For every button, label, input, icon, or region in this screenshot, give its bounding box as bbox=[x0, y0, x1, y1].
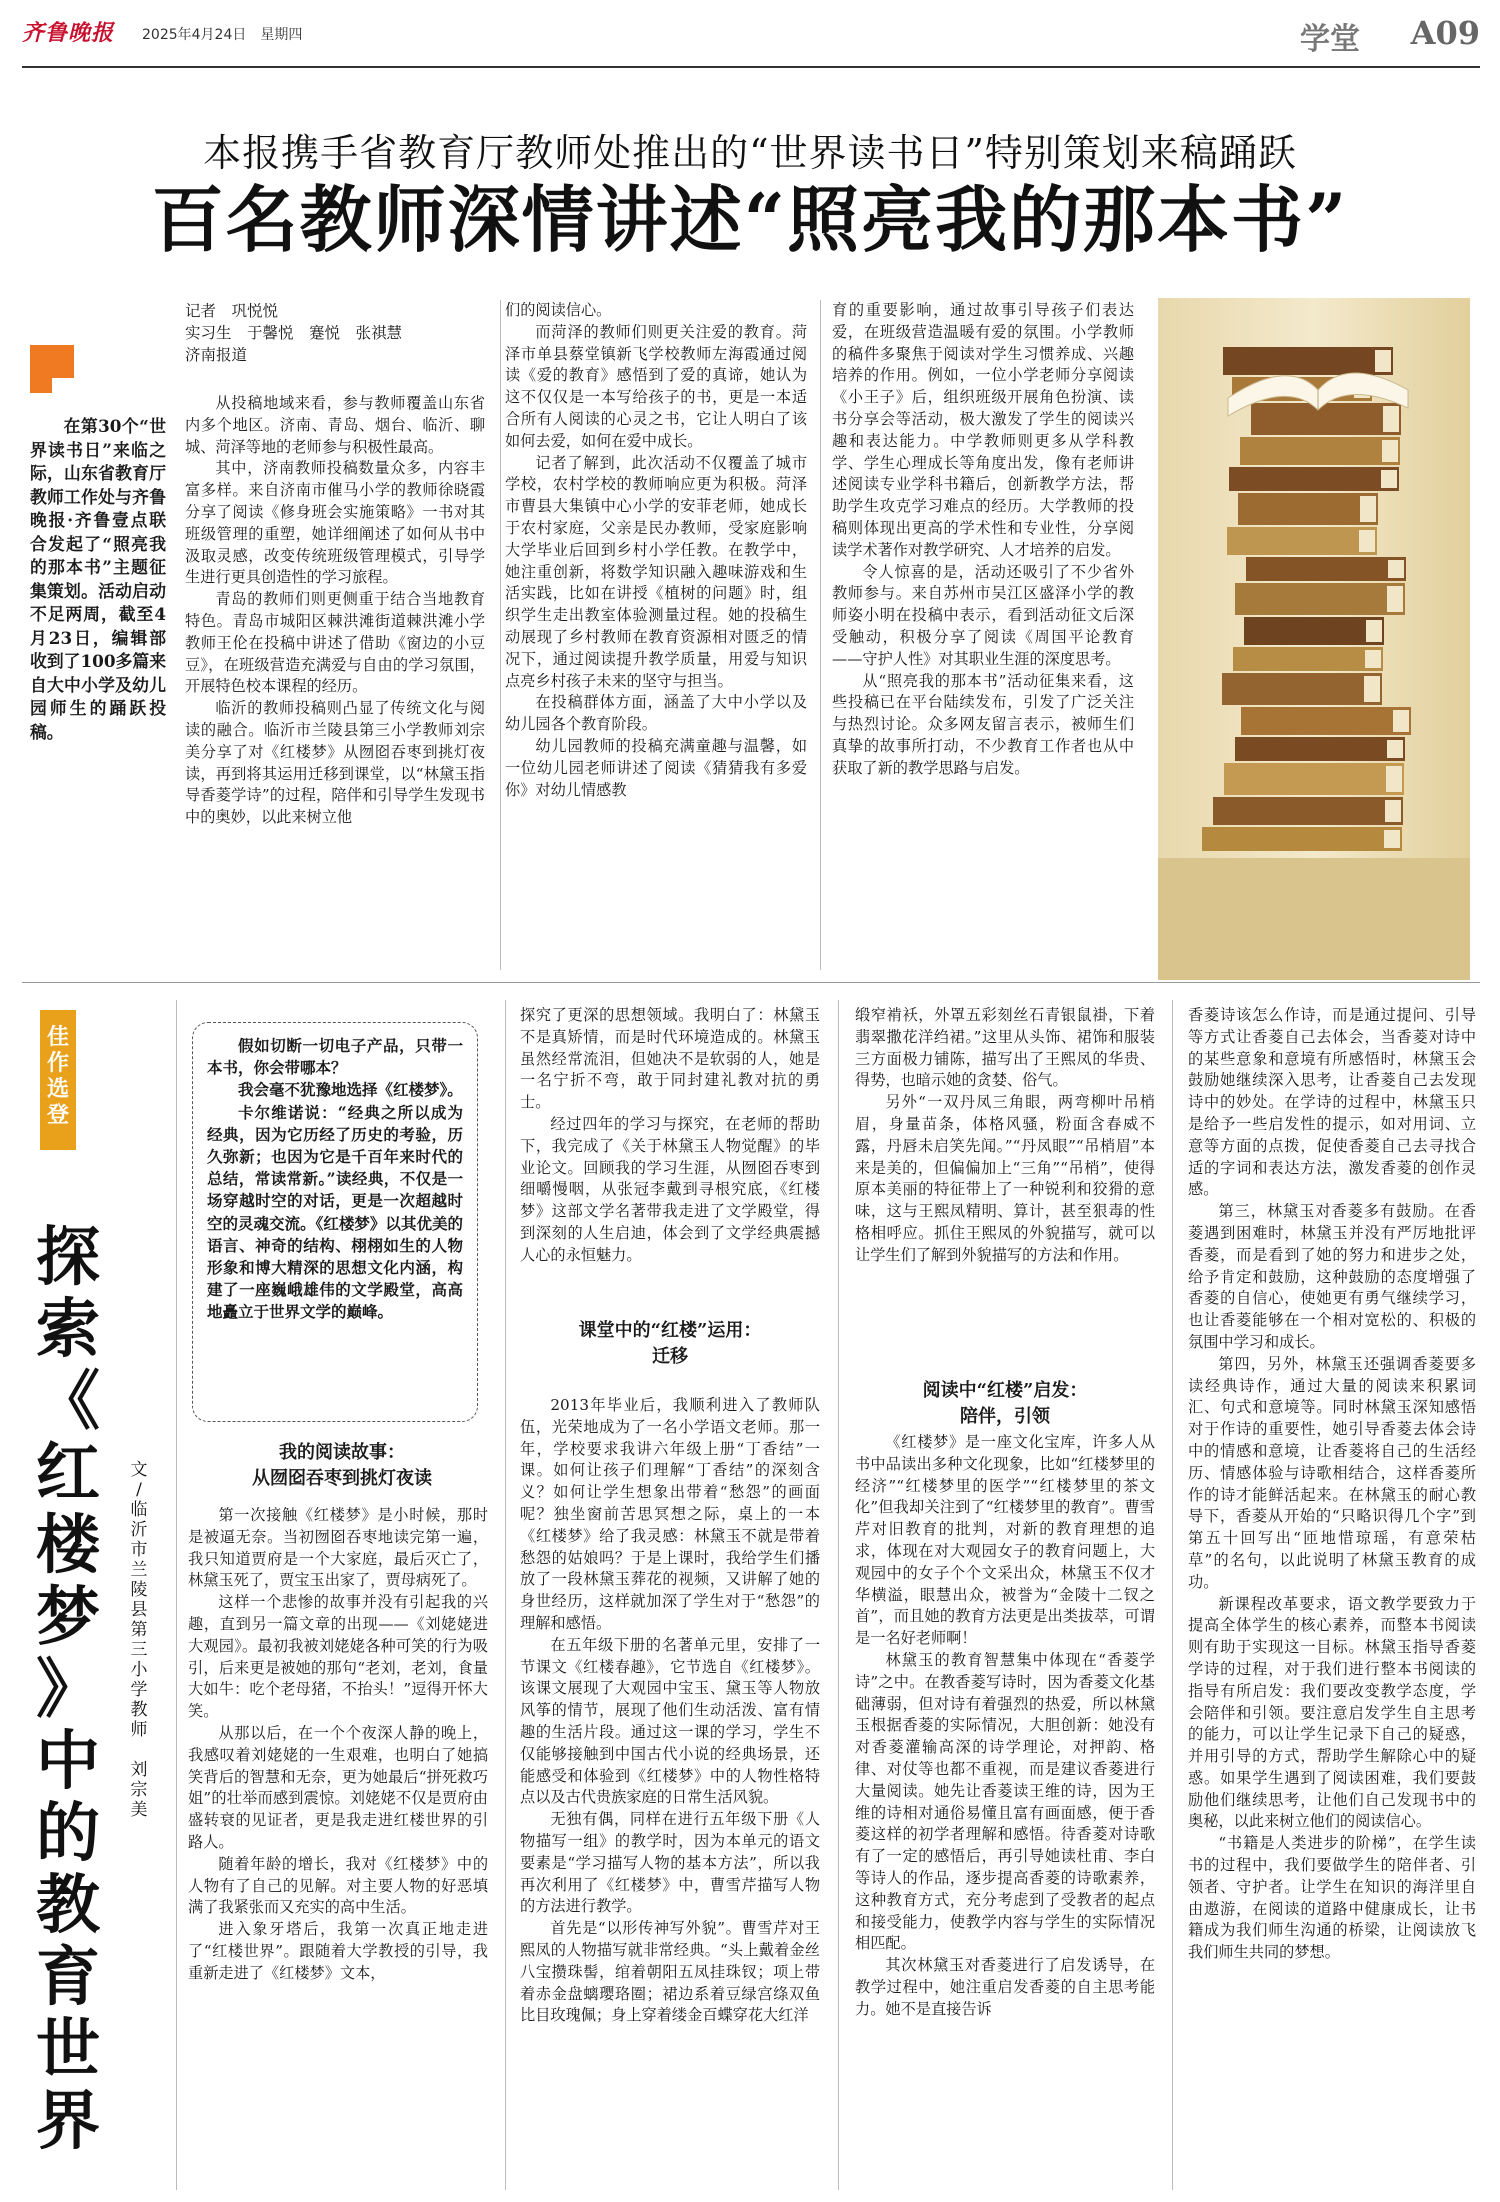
kicker: 本报携手省教育厅教师处推出的“世界读书日”特别策划来稿踊跃 bbox=[203, 131, 1297, 175]
author-char: 教 bbox=[130, 1700, 148, 1720]
author-char: 文 bbox=[130, 1460, 148, 1480]
book-pages bbox=[1360, 496, 1376, 522]
book bbox=[1222, 673, 1382, 705]
paragraph: 缎窄褃袄，外罩五彩刻丝石青银鼠褂，下着翡翠撒花洋绉裙。”这里从头饰、裙饰和服装三方面极力铺陈，描写出了王熙凤的华贵、得势，也暗示她的贪婪、俗气。 bbox=[855, 1006, 1155, 1090]
essay-column-1 bbox=[188, 1505, 488, 1985]
section-divider bbox=[22, 982, 1480, 983]
paragraph: 其次林黛玉对香菱进行了启发诱导，在教学过程中，她注重启发香菱的自主思考能力。她不是直接告诉 bbox=[855, 1956, 1155, 2018]
book bbox=[1223, 347, 1393, 375]
book bbox=[1235, 737, 1405, 761]
book bbox=[1229, 467, 1399, 491]
headline: 百名教师深情讲述“照亮我的那本书” bbox=[151, 177, 1349, 262]
book-pages bbox=[1382, 440, 1398, 462]
paragraph: 记者了解到，此次活动不仅覆盖了城市学校，农村学校的教师响应更为积极。菏泽市曹县大集镇中心小学的安菲老师，她成长于农村家庭，父亲是民办教师，受家庭影响大学毕业后回到乡村小学任教。在教学中，她注重创新，将数学知识融入趣味游戏和生活实践，比如在讲授《植树的问题》时，组织学生走出教室体验测量过程。她的投稿生动展现了乡村教师在教育资源相对匮乏的情况下，通过阅读提升教学质量，用爱与知识点亮乡村孩子未来的坚守与担当。 bbox=[505, 453, 807, 690]
book bbox=[1202, 827, 1402, 851]
column-rule bbox=[176, 1000, 177, 2190]
book-pages bbox=[1384, 830, 1400, 848]
essay-column-2-cont bbox=[520, 1395, 820, 2027]
featured-tag bbox=[40, 1010, 76, 1150]
book-pages bbox=[1359, 530, 1375, 552]
intro-summary bbox=[30, 415, 166, 744]
essay-column-4 bbox=[1188, 1005, 1476, 1964]
title-char: 红 bbox=[36, 1436, 100, 1511]
paragraph: 从投稿地域来看，参与教师覆盖山东省内多个地区。济南、青岛、烟台、临沂、聊城、菏泽等地的老师参与积极性最高。 bbox=[185, 394, 485, 456]
book-pages bbox=[1387, 586, 1403, 612]
article-column-2 bbox=[505, 300, 807, 801]
book-pages bbox=[1375, 350, 1391, 372]
book bbox=[1244, 617, 1384, 645]
author-char bbox=[128, 1740, 150, 1760]
title-char: 楼 bbox=[36, 1508, 100, 1583]
title-char: 教 bbox=[36, 1868, 100, 1943]
book-pages bbox=[1381, 470, 1397, 488]
paragraph: 这样一个悲惨的故事并没有引起我的兴趣，直到另一篇文章的出现——《刘姥姥进大观园》。最初我被刘姥姥各种可笑的行为吸引，后来更是被她的那句“老刘，老刘，食量大如牛：吃个老母猪，不抬头！”逗得开怀大笑。 bbox=[188, 1593, 488, 1721]
section-name: 学堂 bbox=[1300, 22, 1360, 57]
quote-paragraph: 假如切断一切电子产品，只带一本书，你会带哪本？ bbox=[207, 1036, 463, 1078]
column-rule bbox=[500, 300, 501, 970]
paragraph: 令人惊喜的是，活动还吸引了不少省外教师参与。来自苏州市吴江区盛泽小学的教师姿小明在投稿中表示，看到活动征文后深受触动，积极分享了阅读《周国平论教育——守护人性》对其职业生涯的深度思考。 bbox=[832, 562, 1134, 668]
title-char: 界 bbox=[36, 2084, 100, 2159]
quote-paragraph: 我会毫不犹豫地选择《红楼梦》。 bbox=[238, 1080, 463, 1100]
paragraph: 从那以后，在一个个夜深人静的晚上，我感叹着刘姥姥的一生艰难，也明白了她搞笑背后的智慧和无奈，更为她最后“拼死救巧姐”的壮举而感到震惊。刘姥姥不仅是贾府由盛转衰的见证者，更是我走进红楼世界的引路人。 bbox=[188, 1723, 488, 1851]
book-pages bbox=[1383, 406, 1399, 432]
byline-line: 济南报道 bbox=[185, 346, 248, 364]
paragraph: 《红楼梦》是一座文化宝库，许多人从书中品读出多种文化现象，比如“红楼梦里的经济”“红楼梦里的医学”“红楼梦里的茶文化”但我却关注到了“红楼梦里的教育”。曹雪芹对旧教育的批判，对新的教育理想的追求，体现在对大观园女子的教育问题上，大观园中的女子个个文采出众，林黛玉不仅才华横溢，眼慧出众，被誉为“金陵十二钗之首”，而且她的教育方法更是出类拔萃，可谓是一名好老师啊！ bbox=[855, 1433, 1155, 1648]
essay-column-3-cont bbox=[855, 1432, 1155, 2021]
author-char: 学 bbox=[130, 1680, 148, 1700]
paragraph: 林黛玉的教育智慧集中体现在“香菱学诗”之中。在教香菱写诗时，因为香菱文化基础薄弱，但对诗有着强烈的热爱，所以林黛玉根据香菱的实际情况，大胆创新：她没有对香菱灌输高深的诗学理论，对押韵、格律、对仗等也都不重视，而是建议香菱进行大量阅读。她先让香菱读王维的诗，因为王维的诗相对通俗易懂且富有画面感，便于香菱这样的初学者理解和感悟。待香菱对诗歌有了一定的感悟后，再引导她读杜甫、李白等诗人的作品，逐步提高香菱的诗歌素养，这种教育方式，充分考虑到了受教者的起点和接受能力，使教学内容与学生的实际情况相匹配。 bbox=[855, 1650, 1155, 1953]
subheading-line: 陪伴，引领 bbox=[960, 1406, 1050, 1427]
title-char: 梦 bbox=[36, 1580, 100, 1655]
paragraph: 另外“一双丹凤三角眼，两弯柳叶吊梢眉，身量苗条，体格风骚，粉面含春威不露，丹唇未启笑先闻。”“丹凤眼”“吊梢眉”本来是美的，但偏偏加上“三角”“吊梢”，使得原本美丽的特征带上了一种锐利和狡猾的意味，这与王熙凤精明、算计，甚至狠毒的性格相呼应。抓住王熙凤的外貌描写，就可以让学生们了解到外貌描写的方法和作用。 bbox=[855, 1093, 1155, 1264]
paragraph: 们的阅读信心。 bbox=[505, 301, 612, 319]
issue-date: 2025年4月24日 星期四 bbox=[142, 27, 303, 43]
paragraph: 而菏泽的教师们则更关注爱的教育。菏泽市单县蔡堂镇新飞学校教师左海霞通过阅读《爱的教育》感悟到了爱的真谛，她认为这不仅仅是一本写给孩子的书，更是一本适合所有人阅读的心灵之书，它让人明白了该如何去爱，如何在爱中成长。 bbox=[505, 322, 807, 450]
title-char: 》 bbox=[36, 1652, 100, 1727]
book-stack-photo bbox=[1158, 298, 1470, 980]
paragraph: 首先是“以形传神写外貌”。曹雪芹对王熙凤的人物描写就非常经典。“头上戴着金丝八宝攒珠髻，绾着朝阳五凤挂珠钗；项上带着赤金盘螭璎珞圈；裙边系着豆绿宫绦双鱼比目玫瑰佩；身上穿着缕金百蝶穿花大红洋 bbox=[520, 1919, 820, 2025]
paragraph: 经过四年的学习与探究，在老师的帮助下，我完成了《关于林黛玉人物觉醒》的毕业论文。回顾我的学习生涯，从囫囵吞枣到细嚼慢咽，从张冠李戴到寻根究底，《红楼梦》这部文学名著带我走进了文学殿堂，得到深刻的人生启迪，体会到了文学经典震撼人心的永恒魅力。 bbox=[520, 1114, 820, 1264]
tag-char: 佳 bbox=[46, 1024, 69, 1050]
essay-author bbox=[128, 1460, 150, 1820]
tag-char: 选 bbox=[46, 1076, 69, 1102]
book bbox=[1213, 797, 1403, 825]
column-rule bbox=[1172, 1000, 1173, 2190]
book bbox=[1240, 437, 1400, 465]
book-pages bbox=[1393, 710, 1409, 732]
column-rule bbox=[505, 1000, 506, 2190]
masthead-rule bbox=[22, 66, 1480, 68]
paragraph: 临沂的教师投稿则凸显了传统文化与阅读的融合。临沂市兰陵县第三小学教师刘宗美分享了对《红楼梦》从囫囵吞枣到挑灯夜读，再到将其运用迁移到课堂，以“林黛玉指导香菱学诗”的过程，陪伴和引导学生发现书中的奥妙，以此来树立他 bbox=[185, 699, 485, 827]
book-pages bbox=[1366, 620, 1382, 642]
title-char: 育 bbox=[36, 1940, 100, 2015]
title-char: 中 bbox=[36, 1724, 100, 1799]
author-char: 刘 bbox=[130, 1760, 148, 1780]
book bbox=[1241, 707, 1411, 735]
book bbox=[1251, 403, 1401, 435]
paragraph: 无独有偶，同样在进行五年级下册《人物描写一组》的教学时，因为本单元的语文要素是“学习描写人物的基本方法”，所以我再次利用了《红楼梦》中，曹雪芹描写人物的方法进行教学。 bbox=[520, 1810, 820, 1916]
article-column-1 bbox=[185, 393, 485, 829]
article-column-3 bbox=[832, 300, 1134, 780]
author-char: 宗 bbox=[130, 1780, 148, 1800]
author-char: 兰 bbox=[130, 1560, 148, 1580]
quote-box bbox=[192, 1022, 478, 1422]
author-char: 临 bbox=[130, 1500, 148, 1520]
subheading-line: 阅读中“红楼”启发： bbox=[922, 1380, 1088, 1401]
author-char: 美 bbox=[130, 1800, 148, 1820]
author-char: 市 bbox=[130, 1540, 148, 1560]
book-pages bbox=[1385, 800, 1401, 822]
book bbox=[1238, 493, 1378, 525]
author-char: 沂 bbox=[130, 1520, 148, 1540]
book-pages bbox=[1364, 676, 1380, 702]
paragraph: 香菱诗该怎么作诗，而是通过提问、引导等方式让香菱自己去体会，当香菱对诗中的某些意象和意境有所感悟时，林黛玉会鼓励她继续深入思考，让香菱自己去发现诗中的妙处。在学诗的过程中，林黛玉只是给予一些启发性的提示，如对用词、立意等方面的点拨，促使香菱自己去寻找合适的字词和表达方法，激发香菱的创作灵感。 bbox=[1188, 1006, 1476, 1199]
subheading-line: 我的阅读故事： bbox=[279, 1442, 405, 1463]
title-char: 世 bbox=[36, 2012, 100, 2087]
subheading-line: 迁移 bbox=[652, 1346, 688, 1367]
tag-char: 作 bbox=[46, 1050, 69, 1076]
author-char: 三 bbox=[130, 1640, 148, 1660]
paragraph: 新课程改革要求，语文教学要致力于提高全体学生的核心素养，而整本书阅读则有助于实现这一目标。林黛玉指导香菱学诗的过程，对于我们进行整本书阅读的指导有所启发：我们要改变教学态度，学会陪伴和引领。要注意启发学生自主思考的能力，可以让学生记录下自己的疑惑，并用引导的方式，帮助学生解除心中的疑惑。如果学生遇到了阅读困难，我们要鼓励他们继续思考，让他们自己发现书中的奥秘，以此来树立他们的阅读信心。 bbox=[1188, 1594, 1476, 1831]
newspaper-logo: 齐鲁晚报 bbox=[22, 20, 115, 46]
book-pages bbox=[1365, 650, 1381, 668]
book bbox=[1246, 557, 1406, 581]
title-char: 探 bbox=[36, 1220, 100, 1295]
title-char: 《 bbox=[36, 1364, 100, 1439]
author-char: 陵 bbox=[130, 1580, 148, 1600]
paragraph: 从“照亮我的那本书”活动征集来看，这些投稿已在平台陆续发布，引发了广泛关注与热烈讨论。众多网友留言表示，被师生们真挚的故事所打动，不少教育工作者也从中获取了新的教学思路与启发。 bbox=[832, 671, 1134, 777]
title-char: 索 bbox=[36, 1292, 100, 1367]
paragraph: 其中，济南教师投稿数量众多，内容丰富多样。来自济南市催马小学的教师徐晓霞分享了阅读《修身班会实施策略》一书对其班级管理的重塑，她详细阐述了如何从书中汲取灵感，改变传统班级管理模式，引导学生进行更具创造性的学习旅程。 bbox=[185, 459, 485, 587]
paragraph: 育的重要影响，通过故事引导孩子们表达爱，在班级营造温暖有爱的氛围。小学教师的稿件多聚焦于阅读对学生习惯养成、兴趣培养的作用。例如，一位小学老师分享阅读《小王子》后，组织班级开展角色扮演、读书分享会等活动，极大激发了学生的阅读兴趣和表达能力。中学教师则更多从学科教学、学生心理成长等角度出发，像有老师讲述阅读专业学科书籍后，创新教学方法，帮助学生攻克学习难点的经历。大学教师的投稿则体现出更高的学术性和专业性，分享阅读学术著作对教学研究、人才培养的启发。 bbox=[832, 301, 1134, 559]
byline-line: 记者 巩悦悦 bbox=[185, 302, 279, 320]
masthead bbox=[22, 14, 1480, 57]
paragraph: 第四，另外，林黛玉还强调香菱要多读经典诗作，通过大量的阅读来积累词汇、句式和意境等。同时林黛玉深知感悟对于作诗的重要性，她引导香菱去体会诗中的情感和意境，让香菱将自己的生活经历、情感体验与诗歌相结合，这样香菱所作的诗才能鲜活起来。在林黛玉的耐心教导下，香菱从开始的“只略识得几个字”到第五十回写出“匝地惜琼瑶，有意荣枯草”的名句，以此说明了林黛玉教育的成功。 bbox=[1188, 1354, 1476, 1591]
book bbox=[1227, 527, 1377, 555]
author-char: 县 bbox=[130, 1600, 148, 1620]
book bbox=[1235, 583, 1405, 615]
book bbox=[1233, 647, 1383, 671]
quote-paragraph: 卡尔维诺说：“经典之所以成为经典，因为它历经了历史的考验，历久弥新；也因为它是千百年来时代的总结，常读常新。”读经典，不仅是一场穿越时空的对话，更是一次超越时空的灵魂交流。《红楼梦》以其优美的语言、神奇的结构、栩栩如生的人物形象和博大精深的思想文化内涵，构建了一座巍峨雄伟的文学殿堂，高高地矗立于世界文学的巅峰。 bbox=[207, 1102, 463, 1322]
essay-title bbox=[28, 1222, 108, 2158]
paragraph: 探究了更深的思想领域。我明白了：林黛玉不是真矫情，而是时代环境造成的。林黛玉虽然经常流泪，但她决不是软弱的人，她是一名宁折不弯，敢于同封建礼教对抗的勇士。 bbox=[520, 1006, 820, 1112]
page-number: A09 bbox=[1410, 14, 1480, 52]
paragraph: 第三，林黛玉对香菱多有鼓励。在香菱遇到困难时，林黛玉并没有严厉地批评香菱，而是看到了她的努力和进步之处，给予肯定和鼓励，这种鼓励的态度增强了香菱的自信心，使她更有勇气继续学习，也让香菱能够在一个相对宽松的、积极的氛围中学习和成长。 bbox=[1188, 1202, 1476, 1351]
paragraph: 幼儿园教师的投稿充满童趣与温馨，如一位幼儿园老师讲述了阅读《猜猜我有多爱你》对幼儿情感教 bbox=[505, 736, 807, 799]
byline-line: 实习生 于馨悦 蹇悦 张祺慧 bbox=[185, 324, 403, 342]
subheading-1 bbox=[192, 1440, 492, 1492]
title-char: 的 bbox=[36, 1796, 100, 1871]
paragraph: 青岛的教师们则更侧重于结合当地教育特色。青岛市城阳区棘洪滩街道棘洪滩小学教师王伦在投稿中讲述了借助《窗边的小豆豆》，在班级营造充满爱与自由的学习氛围，开展特色校本课程的经历。 bbox=[185, 590, 485, 696]
subheading-line: 课堂中的“红楼”运用： bbox=[578, 1320, 762, 1341]
essay-column-3 bbox=[855, 1005, 1155, 1267]
paragraph: 在投稿群体方面，涵盖了大中小学以及幼儿园各个教育阶段。 bbox=[505, 693, 807, 734]
author-char: 师 bbox=[130, 1720, 148, 1740]
intro-text: 在第30个“世界读书日”来临之际，山东省教育厅教师工作处与齐鲁晚报·齐鲁壹点联合发起了“照亮我的那本书”主题征集策划。活动启动不足两周，截至4月23日，编辑部收到了100多篇来自大中小学及幼儿园师生的踊跃投稿。 bbox=[30, 416, 166, 742]
paragraph: 2013年毕业后，我顺利进入了教师队伍，光荣地成为了一名小学语文老师。那一年，学校要求我讲六年级上册“丁香结”一课。如何让孩子们理解“丁香结”的深刻含义？如何让学生想象出带着“愁怨”的画面呢？独坐窗前苦思冥想之际，桌上的一本《红楼梦》给了我灵感：林黛玉不就是带着愁怨的姑娘吗？于是上课时，我给学生们播放了一段林黛玉葬花的视频，又讲解了她的身世经历，这样就加深了学生对于“愁怨”的理解和感悟。 bbox=[520, 1396, 820, 1632]
author-char: 第 bbox=[130, 1620, 148, 1640]
author-char: / bbox=[136, 1480, 142, 1500]
paragraph: “书籍是人类进步的阶梯”，在学生读书的过程中，我们要做学生的陪伴者、引领者、守护者。让学生在知识的海洋里自由遨游，在阅读的道路中健康成长，让书籍成为我们师生沟通的桥梁，让阅读放飞我们师生共同的梦想。 bbox=[1188, 1834, 1476, 1962]
paragraph: 进入象牙塔后，我第一次真正地走进了“红楼世界”。跟随着大学教授的引导，我重新走进了《红楼梦》文本， bbox=[188, 1920, 488, 1982]
book bbox=[1224, 763, 1404, 795]
book-pages bbox=[1386, 766, 1402, 792]
subheading-line: 从囫囵吞枣到挑灯夜读 bbox=[252, 1468, 432, 1489]
tag-char: 登 bbox=[46, 1102, 69, 1128]
paragraph: 第一次接触《红楼梦》是小时候，那时是被逼无奈。当初囫囵吞枣地读完第一遍，我只知道贾府是一个大家庭，最后灭亡了，林黛玉死了，贾宝玉出家了，贾母病死了。 bbox=[188, 1506, 488, 1590]
accent-notch bbox=[52, 378, 74, 400]
book-pages bbox=[1387, 740, 1403, 758]
author-char: 小 bbox=[130, 1660, 148, 1680]
byline bbox=[185, 300, 485, 366]
book-pages bbox=[1388, 560, 1404, 578]
subheading-3 bbox=[855, 1378, 1155, 1430]
paragraph: 随着年龄的增长，我对《红楼梦》中的人物有了自己的见解。对主要人物的好恶填满了我紧张而又充实的高中生活。 bbox=[188, 1854, 488, 1917]
subheading-2 bbox=[520, 1318, 820, 1370]
column-rule bbox=[820, 300, 821, 970]
essay-column-2 bbox=[520, 1005, 820, 1267]
column-rule bbox=[838, 1000, 839, 2190]
paragraph: 在五年级下册的名著单元里，安排了一节课文《红楼春趣》，它节选自《红楼梦》。该课文展现了大观园中宝玉、黛玉等人物放风筝的情节，展现了他们生动活泼、富有情趣的生活片段。通过这一课的学习，学生不仅能够接触到中国古代小说的经典场景，还能感受和体验到《红楼梦》中的人物性格特点以及古代贵族家庭的日常生活风貌。 bbox=[520, 1635, 820, 1807]
